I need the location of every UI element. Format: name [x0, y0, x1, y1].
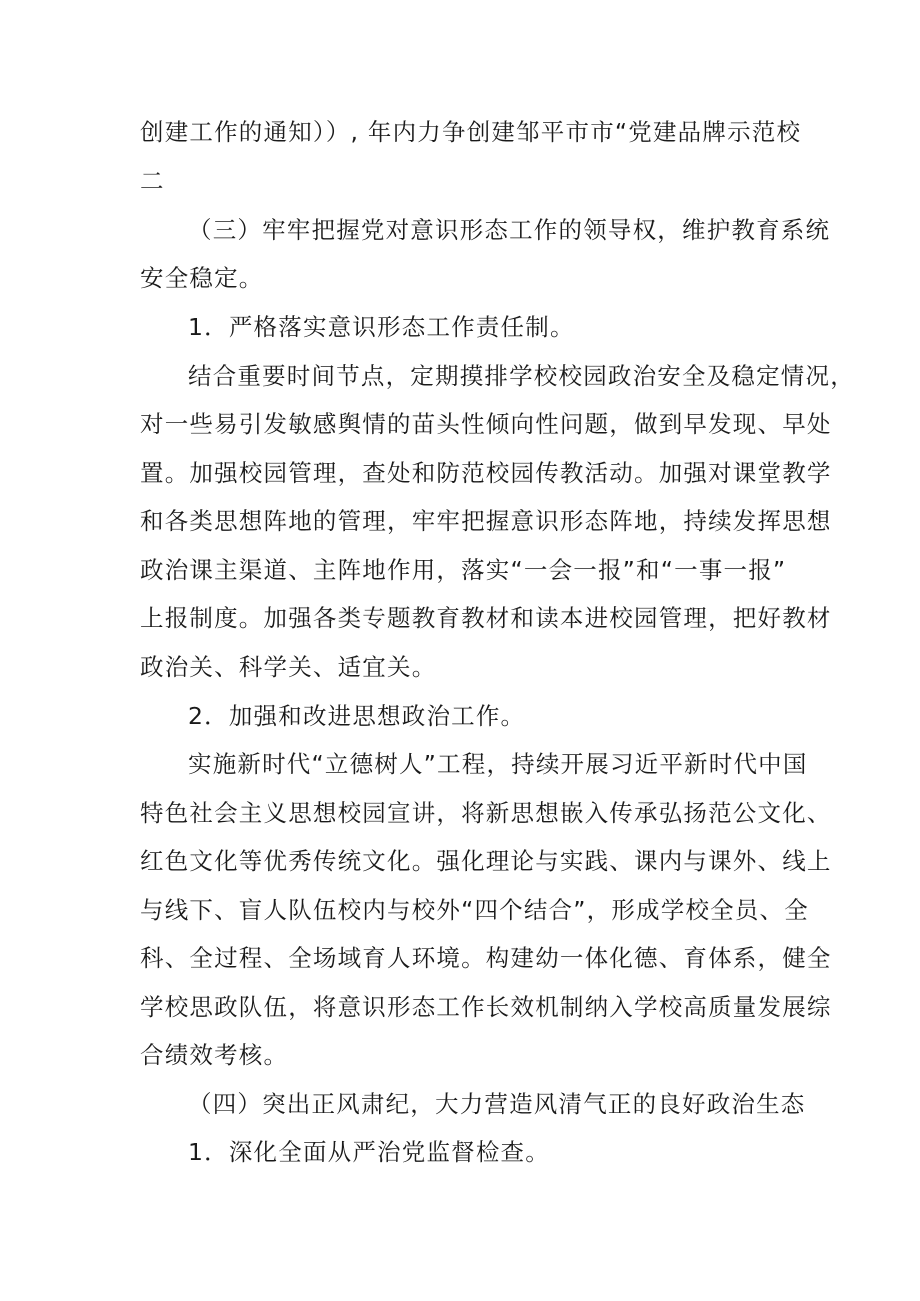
- text-line: 合绩效考核。: [140, 1041, 289, 1069]
- text-line: 和各类思想阵地的管理，牢牢把握意识形态阵地，持续发挥思想: [140, 507, 832, 535]
- text-line: 特色社会主义思想校园宣讲，将新思想嵌入传承弘扬范公文化、: [140, 799, 832, 827]
- text-line: 二: [140, 167, 165, 195]
- subsection-heading: 2．加强和改进思想政治工作。: [188, 702, 526, 730]
- text-line: 创建工作的通知））, 年内力争创建邹平市市“党建品牌示范校: [140, 118, 802, 146]
- subsection-heading: 1．严格落实意识形态工作责任制。: [188, 313, 575, 341]
- section-heading: （四）突出正风肃纪，大力营造风清气正的良好政治生态: [188, 1090, 806, 1118]
- text-line: 红色文化等优秀传统文化。强化理论与实践、课内与课外、线上: [140, 847, 832, 875]
- text-line: 实施新时代“立德树人”工程，持续开展习近平新时代中国: [188, 750, 808, 778]
- text-line: 科、全过程、全场域育人环境。构建幼一体化德、育体系，健全: [140, 944, 832, 972]
- text-line: 与线下、盲人队伍校内与校外“四个结合”，形成学校全员、全: [140, 896, 809, 924]
- text-line: 结合重要时间节点，定期摸排学校校园政治安全及稳定情况，: [188, 362, 855, 390]
- text-line: 置。加强校园管理，查处和防范校园传教活动。加强对课堂教学: [140, 459, 832, 487]
- subsection-heading: 1．深化全面从严治党监督检查。: [188, 1138, 550, 1166]
- text-line: 学校思政队伍，将意识形态工作长效机制纳入学校高质量发展综: [140, 993, 832, 1021]
- text-line: 政治课主渠道、主阵地作用，落实“一会一报”和“一事一报”: [140, 556, 787, 584]
- text-line: 对一些易引发敏感舆情的苗头性倾向性问题，做到早发现、早处: [140, 410, 832, 438]
- section-heading: （三）牢牢把握党对意识形态工作的领导权，维护教育系统: [188, 216, 831, 244]
- text-line: 安全稳定。: [140, 264, 264, 292]
- text-line: 上报制度。加强各类专题教育教材和读本进校园管理，把好教材: [140, 604, 832, 632]
- text-line: 政治关、科学关、适宜关。: [140, 653, 437, 681]
